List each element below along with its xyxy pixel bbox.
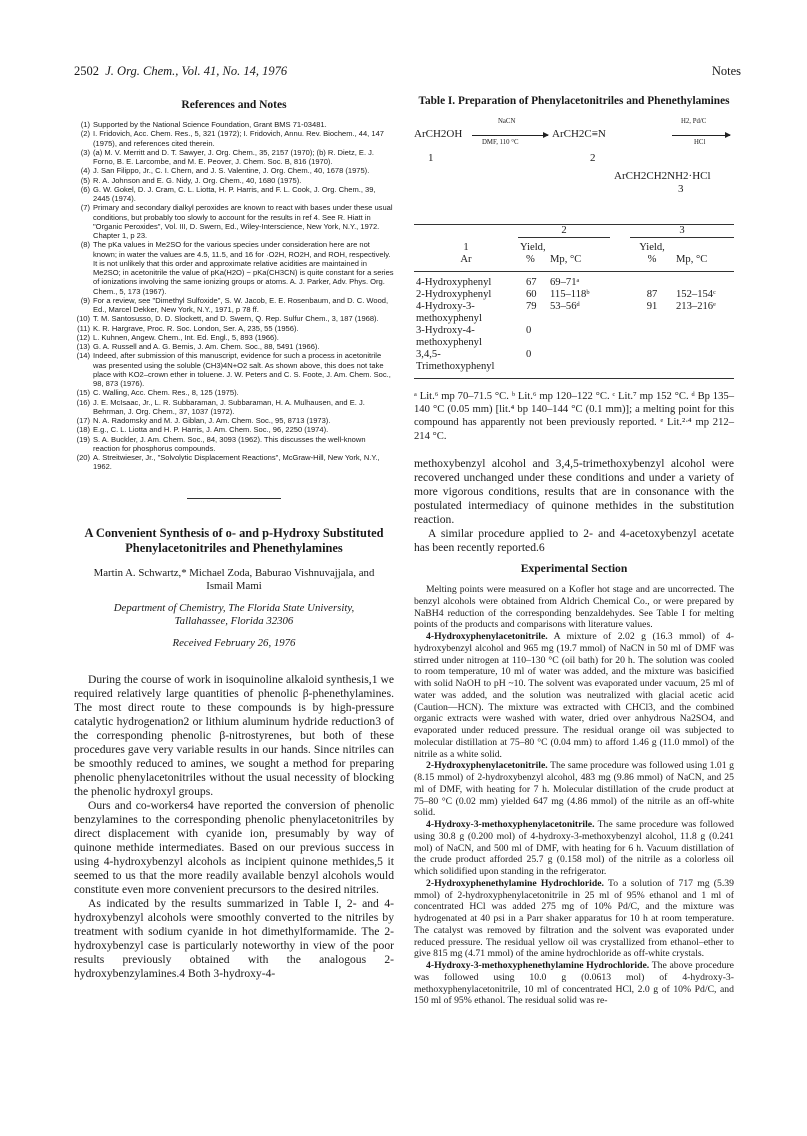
cell-mp-nitrile <box>548 325 610 349</box>
table-footnotes: ᵃ Lit.⁶ mp 70–71.5 °C. ᵇ Lit.⁶ mp 120–122 °C. ᶜ Lit.⁷ mp 152 °C. ᵈ Bp 135–140 °C (0.05 mm) [lit.⁴ bp 140–144 °C (0.1 mm)]; a melting point for this compound has apparently not been previously reported. ᵉ Lit.²ᐧ⁴ mp 212–214 °C. <box>414 391 734 442</box>
procedure-heading: 4-Hydroxy-3-methoxyphenethylamine Hydrochloride. <box>426 960 650 972</box>
reference-text: R. A. Johnson and E. G. Nidy, J. Org. Chem., 40, 1680 (1975). <box>93 175 302 185</box>
reference-text: L. Kuhnen, Angew. Chem., Int. Ed. Engl., 5, 893 (1966). <box>93 332 279 342</box>
reference-text: E.g., C. L. Liotta and H. P. Harris, J. Am. Chem. Soc., 96, 2250 (1974). <box>93 425 329 435</box>
procedure-heading: 4-Hydroxyphenylacetonitrile. <box>426 631 548 643</box>
right-column <box>414 95 734 1007</box>
reference-number: (15) <box>76 388 90 398</box>
reaction-arrow-2 <box>672 135 730 136</box>
left-column <box>74 95 394 982</box>
reference-item <box>74 314 394 323</box>
reference-text: I. Fridovich, Acc. Chem. Res., 5, 321 (1972); I. Fridovich, Annu. Rev. Biochem., 44, 147 (1975), and references cited therein. <box>93 129 384 148</box>
cell-yield-nitrile: 0 <box>526 349 532 360</box>
cell-ar: 2-Hydroxyphenyl <box>416 289 492 300</box>
group-header-nitrile: 2 <box>518 225 610 238</box>
table-row <box>414 349 734 373</box>
reference-number: (14) <box>76 351 90 361</box>
col-header-yield: Yield, <box>639 242 665 253</box>
reference-text: Primary and secondary dialkyl peroxides are known to react with bases under these usual conditions, but probably too slowly to account for the results in ref 4. See R. Hiatt in "Organic Peroxides", Vol. III, D. Swern, Ed., Wiley-Interscience, New York, N.Y., 1972. Chapter 1, p 23. <box>93 203 393 240</box>
reference-text: K. R. Hargrave, Proc. R. Soc. London, Ser. A, 235, 55 (1956). <box>93 323 299 333</box>
reference-number: (16) <box>76 397 90 407</box>
article-title: A Convenient Synthesis of o- and p-Hydroxy Substituted Phenylacetonitriles and Phenethylamines <box>84 525 384 555</box>
article-body-continued <box>414 457 734 555</box>
body-paragraph: During the course of work in isoquinoline alkaloid synthesis,1 we required relatively large quantities of phenolic β-phenethylamines. The most direct route to these compounds is by high-pressure catalytic hydrogenation2 or lithium aluminum hydride reduction3 of the corresponding phenolic β-nitrostyrenes, but both of these procedures gave very variable results in our hands. Since nitriles can be smoothly reduced to amines, we sought a method for preparing phenolic phenylacetonitriles without the usual necessity of blocking the phenolic hydroxyl groups. <box>74 672 394 798</box>
col-header-yield: Yield, <box>520 242 546 253</box>
procedure-heading: 4-Hydroxy-3-methoxyphenylacetonitrile. <box>426 819 595 831</box>
author-affiliation: Department of Chemistry, The Florida State University, Tallahassee, Florida 32306 <box>113 601 355 627</box>
cell-yield-nitrile: 79 <box>526 301 537 312</box>
reagent-nacn: NaCN <box>498 118 516 125</box>
experimental-intro: Melting points were measured on a Kofler hot stage and are uncorrected. The benzyl alcohols were obtained from Aldrich Chemical Co., or were prepared by NaBH4 reduction of the corresponding benzaldehydes. See Table I for melting points of the products and comparisons with literature values. <box>414 584 734 631</box>
col-header-pct: % <box>630 254 674 272</box>
cell-ar: 3,4,5-Trimethoxyphenyl <box>416 349 495 372</box>
reference-text: The pKa values in Me2SO for the various species under consideration here are not known; in water the values are 4.5, 11.5, and 16 for ·O2H, RO2H, and ROH, respectively. It is not unlikely that this order and approximate relative acidities are maintained in Me2SO; in acetonitrile the value of pKa(H2O) − pKa(CH3CN) is quite constant for a series of ionizations involving the same ionizing groups or atoms. A. J. Parker, Adv. Phys. Org. Chem., 5, 173 (1967). <box>93 240 394 296</box>
cell-yield-amine <box>630 325 674 349</box>
experimental-section <box>414 584 734 1007</box>
cell-ar: 3-Hydroxy-4-methoxyphenyl <box>416 325 482 348</box>
running-header <box>74 64 287 79</box>
journal-citation: J. Org. Chem., Vol. 41, No. 14, 1976 <box>105 64 288 78</box>
cell-mp-nitrile: 69–71ᵃ <box>550 277 580 288</box>
col-header-pct: % <box>518 254 548 272</box>
cell-yield-nitrile: 60 <box>526 289 537 300</box>
reference-number: (12) <box>76 332 90 342</box>
group-header-amine: 3 <box>630 225 734 238</box>
reagent-hydrogenation: H2, Pd/C <box>681 118 707 125</box>
body-paragraph: Ours and co-workers4 have reported the conversion of phenolic benzylamines to the corresponding phenolic phenylacetonitriles by direct displacement with cyanide ion, presumably by way of quinone methide intermediates. Based on our previous success in using 4-hydroxybenzyl alcohols as incipient quinone methides,5 it seemed to us that the more readily available benzyl alcohols would constitute even more convenient precursors to the desired nitriles. <box>74 798 394 897</box>
reference-item <box>74 240 394 296</box>
nitrile-formula: ArCH2C≡N <box>552 128 606 140</box>
reference-number: (3) <box>80 147 90 157</box>
reference-item <box>74 185 394 204</box>
cell-ar: 4-Hydroxy-3-methoxyphenyl <box>416 301 482 324</box>
procedure-text: The above procedure was followed using 10.0 g (0.0613 mol) of 4-hydroxy-3-methoxyphenylacetonitrile, 10 ml of concentrated HCl, 2.0 g of 10% Pd/C, and 150 ml of 95% ethanol. The residual solid was re- <box>414 960 734 1007</box>
reference-text: J. E. McIsaac, Jr., L. R. Subbaraman, J. Subbaraman, H. A. Mulhausen, and E. J. Behrman, J. Org. Chem., 37, 1037 (1972). <box>93 397 365 416</box>
reference-number: (7) <box>80 203 90 213</box>
reference-text: For a review, see "Dimethyl Sulfoxide", S. W. Jacob, E. E. Rosenbaum, and D. C. Wood, Ed., Marcel Dekker, New York, N.Y., 1971, p 78 ff. <box>93 295 389 314</box>
reference-number: (11) <box>77 323 90 333</box>
reference-number: (10) <box>76 314 90 324</box>
reference-number: (9) <box>80 295 90 305</box>
reference-text: N. A. Radomsky and M. J. Giblan, J. Am. Chem. Soc., 95, 8713 (1973). <box>93 416 331 425</box>
body-paragraph: As indicated by the results summarized in Table I, 2- and 4-hydroxybenzyl alcohols were smoothly converted to the nitriles by treatment with sodium cyanide in hot dimethylformamide. The 2-hydroxybenzyl case is particularly noteworthy in view of the poor results previously obtained with the analogous 2-hydroxybenzylamines.4 Both 3-hydroxy-4- <box>74 897 394 981</box>
table-row <box>414 301 734 325</box>
reference-number: (5) <box>80 175 90 185</box>
reference-number: (18) <box>76 425 90 435</box>
body-paragraph: methoxybenzyl alcohol and 3,4,5-trimethoxybenzyl alcohol were recovered unchanged under these conditions and under a variety of more vigorous conditions, results that are in consonance with the postulated intermediacy of quinone methides in the substitution reaction. <box>414 456 734 526</box>
reference-text: S. A. Buckler, J. Am. Chem. Soc., 84, 3093 (1962). This discusses the well-known reaction for phosphorus compounds. <box>93 434 366 453</box>
cell-mp-amine <box>674 349 734 373</box>
cell-mp-amine: 152–154ᶜ <box>676 289 716 300</box>
experimental-title: Experimental Section <box>520 562 628 576</box>
table-row <box>414 272 734 290</box>
reference-item <box>74 296 394 315</box>
procedure-heading: 2-Hydroxyphenethylamine Hydrochloride. <box>426 877 604 889</box>
reagent-conditions-1: DMF, 110 °C <box>482 139 519 146</box>
reference-item <box>74 120 394 129</box>
reference-number: (19) <box>76 434 90 444</box>
cell-yield-amine <box>630 272 674 290</box>
reference-item <box>74 203 394 240</box>
reference-text: (a) M. V. Merritt and D. T. Sawyer, J. Org. Chem., 35, 2157 (1970); (b) R. Dietz, E. J. Forno, B. E. Larcombe, and M. E. Peover, J. Chem. Soc. B, 816 (1970). <box>93 147 375 166</box>
reference-item <box>74 453 394 472</box>
col-header-compound: 1 <box>463 241 469 253</box>
article-divider <box>187 498 281 499</box>
reference-text: C. Walling, Acc. Chem. Res., 8, 125 (1975). <box>93 388 239 398</box>
amine-formula: ArCH2CH2NH2·HCl <box>614 170 711 182</box>
reactant-formula: ArCH2OH <box>414 128 463 140</box>
reference-text: T. M. Santosusso, D. D. Slockett, and D. Swern, Q. Rep. Sulfur Chem., 3, 187 (1968). <box>93 314 379 324</box>
reference-item <box>74 425 394 434</box>
reference-item <box>74 324 394 333</box>
procedure-paragraph <box>414 760 734 819</box>
col-header-mp: Mp, °C <box>674 254 734 272</box>
reference-item <box>74 351 394 388</box>
reference-number: (1) <box>80 120 90 129</box>
section-label: Notes <box>711 64 741 78</box>
references-list <box>74 120 394 472</box>
reference-number: (17) <box>76 416 90 425</box>
reference-number: (6) <box>80 184 90 194</box>
procedure-text: The same procedure was followed using 1.01 g (8.15 mmol) of 2-hydroxybenzyl alcohol, 483 mg (9.86 mmol) of NaCN, and 25 ml of DMF, with heating for 7 h. Molecular distillation of the crude product at 75–80 °C (0.02 mm) yielded 647 mg (4.86 mmol) of the nitrile as an off-white solid. <box>414 760 734 819</box>
cell-yield-nitrile: 67 <box>526 277 537 288</box>
reference-item <box>74 166 394 175</box>
table-caption: Table I. Preparation of Phenylacetonitriles and Phenethylamines <box>418 95 730 107</box>
cell-mp-amine: 213–216ᵉ <box>676 301 716 312</box>
reaction-scheme <box>414 114 734 224</box>
col-header-ar: Ar <box>414 254 518 272</box>
reference-item <box>74 148 394 167</box>
reference-number: (2) <box>80 129 90 139</box>
table-row <box>414 325 734 349</box>
data-table <box>414 224 734 379</box>
procedure-paragraph <box>414 819 734 878</box>
cell-mp-amine <box>674 272 734 290</box>
table-row <box>414 289 734 301</box>
cell-yield-nitrile: 0 <box>526 325 532 336</box>
reference-text: A. Streitwieser, Jr., "Solvolytic Displacement Reactions", McGraw-Hill, New York, N.Y., 1962. <box>93 453 380 472</box>
cell-mp-nitrile <box>548 349 610 373</box>
cell-ar: 4-Hydroxyphenyl <box>416 277 492 288</box>
reference-item <box>74 416 394 425</box>
cell-yield-amine: 87 <box>646 289 658 300</box>
reference-number: (8) <box>80 240 90 250</box>
reference-number: (20) <box>76 453 90 462</box>
reference-text: G. A. Russell and A. G. Bemis, J. Am. Chem. Soc., 88, 5491 (1966). <box>93 342 320 351</box>
cell-mp-nitrile: 53–56ᵈ <box>550 301 580 312</box>
compound-label-2: 2 <box>590 152 596 164</box>
reference-item <box>74 176 394 185</box>
reference-number: (13) <box>76 342 90 351</box>
reference-item <box>74 435 394 454</box>
reference-text: Indeed, after submission of this manuscript, evidence for such a process in acetonitrile was presented using the soluble (CH3)4N+O2 salt. As shown above, this does not take place with KO2–crown ether in toluene. J. W. Peters and C. S. Foote, J. Am. Chem. Soc., 98, 873 (1976). <box>93 351 391 388</box>
article-body <box>74 673 394 982</box>
reaction-arrow-1 <box>472 135 548 136</box>
reference-item <box>74 398 394 417</box>
reference-item <box>74 129 394 148</box>
procedure-text: To a solution of 717 mg (5.39 mmol) of 2-hydroxyphenylacetonitrile in 25 ml of 95% ethanol and 1 ml of concentrated HCl was added 275 mg of 10% Pd/C, and the mixture was hydrogenated at 40 psi in a Parr shaker apparatus for 10 h at room temperature. The catalyst was removed by filtration and the solvent was evaporated under reduced pressure. The residual yellow oil was crystallized from ethanol–ether to give 815 mg (4.71 mmol) of the amine hydrochloride as off-white crystals. <box>414 877 734 960</box>
cell-mp-amine <box>674 325 734 349</box>
col-header-mp: Mp, °C <box>548 254 610 272</box>
reference-text: Supported by the National Science Foundation, Grant BMS 71-03481. <box>93 120 327 129</box>
page-number: 2502 <box>74 64 99 78</box>
compound-label-1: 1 <box>428 152 434 164</box>
compound-label-3: 3 <box>678 183 684 195</box>
references-title: References and Notes <box>181 99 287 111</box>
reagent-acid: HCl <box>694 139 706 146</box>
reference-number: (4) <box>80 166 90 176</box>
cell-yield-amine <box>630 349 674 373</box>
procedure-paragraph <box>414 960 734 1007</box>
cell-mp-nitrile: 115–118ᵇ <box>550 289 590 300</box>
reference-text: G. W. Gokel, D. J. Cram, C. L. Liotta, H. P. Harris, and F. L. Cook, J. Org. Chem., 39, 2445 (1974). <box>93 184 376 203</box>
table-body <box>414 272 734 374</box>
article-authors: Martin A. Schwartz,* Michael Zoda, Baburao Vishnuvajjala, and Ismail Mami <box>93 566 375 592</box>
body-paragraph: A similar procedure applied to 2- and 4-acetoxybenzyl acetate has been recently reported.6 <box>414 527 734 555</box>
procedure-heading: 2-Hydroxyphenylacetonitrile. <box>426 760 548 772</box>
procedure-text: A mixture of 2.02 g (16.3 mmol) of 4-hydroxybenzyl alcohol and 965 mg (19.7 mmol) of NaCN in 50 ml of DMF was stirred under nitrogen at 110–130 °C (oil bath) for 20 h. The solution was cooled to room temperature, 10 ml of water was added, and the mixture was basicified with solid NaOH to pH ~10. The solvent was evaporated under vacuum, 25 ml of water was added, and the solution was neutralized with glacial acetic acid (Caution—HCN). The mixture was extracted with CHCl3, and the combined organic extracts were washed with water, dried over anhydrous Na2SO4, and evaporated under reduced pressure. The residual orange oil was subjected to molecular distillation at 75–80 °C (0.04 mm) to afford 1.46 g (11.0 mmol) of the nitrile as a white solid. <box>414 631 734 760</box>
reference-text: J. San Filippo, Jr., C. I. Chern, and J. S. Valentine, J. Org. Chem., 40, 1678 (1975). <box>93 166 370 176</box>
procedure-paragraph <box>414 631 734 760</box>
cell-yield-amine: 91 <box>646 301 658 312</box>
reference-item <box>74 333 394 342</box>
reference-item <box>74 342 394 351</box>
received-date: Received February 26, 1976 <box>172 636 296 649</box>
reference-item <box>74 388 394 397</box>
procedure-text: The same procedure was followed using 30.8 g (0.200 mol) of 4-hydroxy-3-methoxybenzyl alcohol, 11.8 g (0.241 mol) of NaCN, and 500 ml of DMF, with heating for 6 h. Vacuum distillation of the crude product afforded 25.7 g (0.158 mol) of the nitrile as a colorless oil which solidified upon standing in the refrigerator. <box>414 819 734 878</box>
procedure-paragraph <box>414 878 734 960</box>
